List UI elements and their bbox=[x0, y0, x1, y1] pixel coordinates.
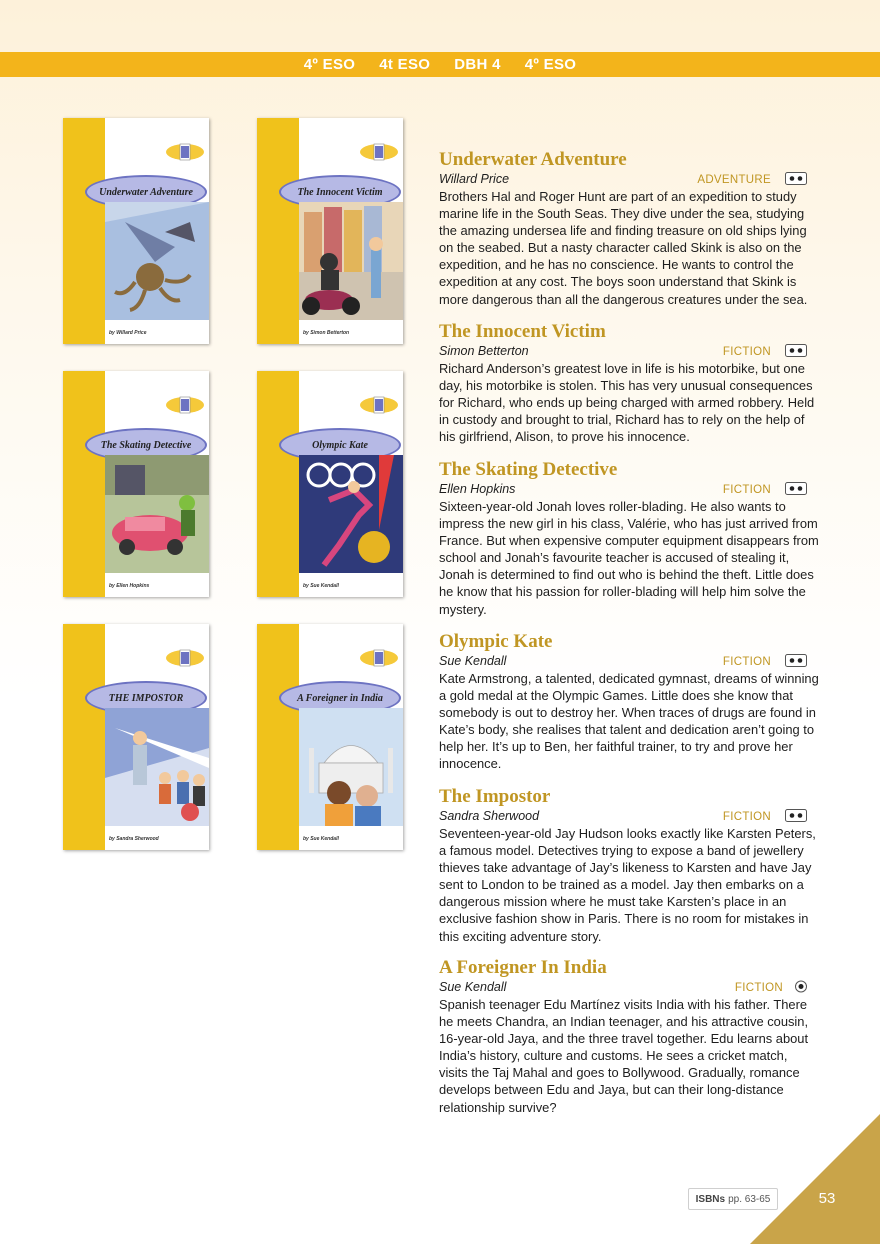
single-dot-circle-icon bbox=[785, 980, 807, 993]
book-genre: FICTION bbox=[734, 982, 783, 994]
cover-stripe bbox=[63, 118, 105, 344]
two-dots-icon bbox=[785, 344, 807, 357]
two-dots-icon bbox=[785, 482, 807, 495]
cover-author: by Sue Kendall bbox=[303, 836, 339, 842]
book-entry-skating-detective bbox=[439, 459, 819, 618]
book-description: Seventeen-year-old Jay Hudson looks exactly like Karsten Peters, a famous model. Detectives trying to expose a band of jewellery thieves take advantage of Jay’s likeness to Karsten and have Jay sent to London to be trained as a model. Jay then embarks on a dangerous mission where he must take Karsten’s place in an exclusive fashion show in Paris. There is no room for mistakes in this exciting adventure story. bbox=[439, 826, 816, 944]
two-dots-icon bbox=[785, 172, 807, 185]
cover-title: THE IMPOSTOR bbox=[108, 692, 184, 704]
cover-illustration bbox=[299, 708, 403, 826]
cover-stripe bbox=[63, 624, 105, 850]
book-entry-olympic-kate bbox=[439, 631, 819, 773]
cover-stripe bbox=[63, 371, 105, 597]
isbn-pages: pp. 63-65 bbox=[728, 1193, 771, 1205]
book-entry-the-impostor bbox=[439, 786, 819, 945]
series-logo-icon bbox=[359, 132, 399, 172]
book-entry-innocent-victim bbox=[439, 321, 819, 445]
book-author: Simon Betterton bbox=[439, 344, 529, 358]
book-author: Ellen Hopkins bbox=[439, 482, 516, 496]
book-description: Richard Anderson’s greatest love in life is his motorbike, but one day, his motorbike is stolen. This has very unusual consequences for Richard, who ends up being charged with armed robbery. Held in custody and brought to trial, Richard has to rely on the help of his girlfriend, Alison, to prove his innocence. bbox=[439, 361, 815, 445]
book-title: Olympic Kate bbox=[439, 631, 553, 652]
isbn-label: ISBNs bbox=[695, 1193, 726, 1205]
series-logo-icon bbox=[165, 638, 205, 678]
banner-label: 4º ESO bbox=[524, 56, 577, 73]
book-genre: FICTION bbox=[722, 656, 771, 668]
book-description: Spanish teenager Edu Martínez visits India with his father. There he meets Chandra, an Indian teenager, and his attractive cousin, 16-year-old Jaya, and the three travel together. Edu learns about India’s history, culture and customs. He sees a cricket match, visits the Taj Mahal and goes to Bollywood. Gradually, romance develops between Edu and Jaya, but can their long-distance relationship survive? bbox=[439, 997, 809, 1115]
book-description: Brothers Hal and Roger Hunt are part of an expedition to study marine life in the South Seas. They dive under the sea, studying the amazing undersea life and finding treasure on old ships lying on the seabed. But a nasty character called Skink is also on the expedition, and he has no conscience. He wants to control the expedition at any cost. The boys soon understand that Skink is more dangerous than all the dangerous creatures under the sea. bbox=[439, 189, 808, 307]
series-logo-icon bbox=[165, 132, 205, 172]
two-dots-icon bbox=[785, 654, 807, 667]
book-author: Sandra Sherwood bbox=[439, 809, 540, 823]
cover-author: by Sue Kendall bbox=[303, 583, 339, 589]
level-banner bbox=[0, 52, 880, 77]
cover-stripe bbox=[257, 371, 299, 597]
book-genre: ADVENTURE bbox=[697, 174, 771, 186]
cover-illustration bbox=[105, 455, 209, 573]
cover-stripe bbox=[257, 118, 299, 344]
book-author: Willard Price bbox=[439, 172, 510, 186]
cover-illustration bbox=[105, 202, 209, 320]
book-title: The Skating Detective bbox=[439, 459, 618, 480]
two-dots-icon bbox=[785, 809, 807, 822]
cover-illustration bbox=[105, 708, 209, 826]
cover-title: Underwater Adventure bbox=[99, 186, 193, 198]
book-title: A Foreigner In India bbox=[439, 957, 607, 978]
cover-illustration bbox=[299, 202, 403, 320]
book-cover-innocent-victim[interactable] bbox=[257, 118, 403, 344]
banner-label: DBH 4 bbox=[454, 56, 501, 73]
series-logo-icon bbox=[359, 385, 399, 425]
book-cover-the-impostor[interactable] bbox=[63, 624, 209, 850]
book-cover-foreigner-in-india[interactable] bbox=[257, 624, 403, 850]
book-title: Underwater Adventure bbox=[439, 149, 627, 170]
book-genre: FICTION bbox=[722, 346, 771, 358]
book-entry-foreigner-in-india bbox=[439, 957, 819, 1116]
series-logo-icon bbox=[359, 638, 399, 678]
book-title: The Innocent Victim bbox=[439, 321, 606, 342]
series-logo-icon bbox=[165, 385, 205, 425]
book-cover-underwater-adventure[interactable] bbox=[63, 118, 209, 344]
cover-title: The Skating Detective bbox=[100, 439, 192, 451]
page-number: 53 bbox=[818, 1190, 836, 1207]
book-cover-skating-detective[interactable] bbox=[63, 371, 209, 597]
cover-author: by Ellen Hopkins bbox=[109, 583, 150, 589]
banner-label: 4t ESO bbox=[379, 56, 431, 73]
cover-title: A Foreigner in India bbox=[297, 692, 383, 704]
isbn-reference bbox=[688, 1188, 778, 1210]
book-genre: FICTION bbox=[722, 484, 771, 496]
book-entry-underwater-adventure bbox=[439, 149, 819, 308]
cover-author: by Willard Price bbox=[109, 330, 147, 336]
cover-author: by Sandra Sherwood bbox=[109, 836, 159, 842]
book-genre: FICTION bbox=[722, 811, 771, 823]
cover-title: The Innocent Victim bbox=[297, 186, 383, 198]
cover-title: Olympic Kate bbox=[312, 439, 368, 451]
book-cover-olympic-kate[interactable] bbox=[257, 371, 403, 597]
page-corner bbox=[750, 1114, 880, 1244]
cover-illustration bbox=[299, 455, 403, 573]
banner-label: 4º ESO bbox=[303, 56, 356, 73]
book-author: Sue Kendall bbox=[439, 654, 507, 668]
cover-stripe bbox=[257, 624, 299, 850]
book-author: Sue Kendall bbox=[439, 980, 507, 994]
cover-author: by Simon Betterton bbox=[303, 330, 350, 336]
book-description: Sixteen-year-old Jonah loves roller-blading. He also wants to impress the new girl in his class, Valérie, who has just arrived from France. But when expensive computer equipment disappears from school and Jonah’s favourite teacher is accused of stealing it, Jonah is determined to find out who is behind the theft. Little does he know that his passion for roller-blading will help him solve the mystery. bbox=[439, 499, 819, 617]
book-description: Kate Armstrong, a talented, dedicated gymnast, dreams of winning a gold medal at the Olympic Games. Little does she know that somebody is out to destroy her. When traces of drugs are found in Kate’s body, she realises that talent and dedication aren’t going to help her. It’s up to Ben, her faithful trainer, to try and prove her innocence. bbox=[439, 671, 819, 772]
book-title: The Impostor bbox=[439, 786, 551, 807]
